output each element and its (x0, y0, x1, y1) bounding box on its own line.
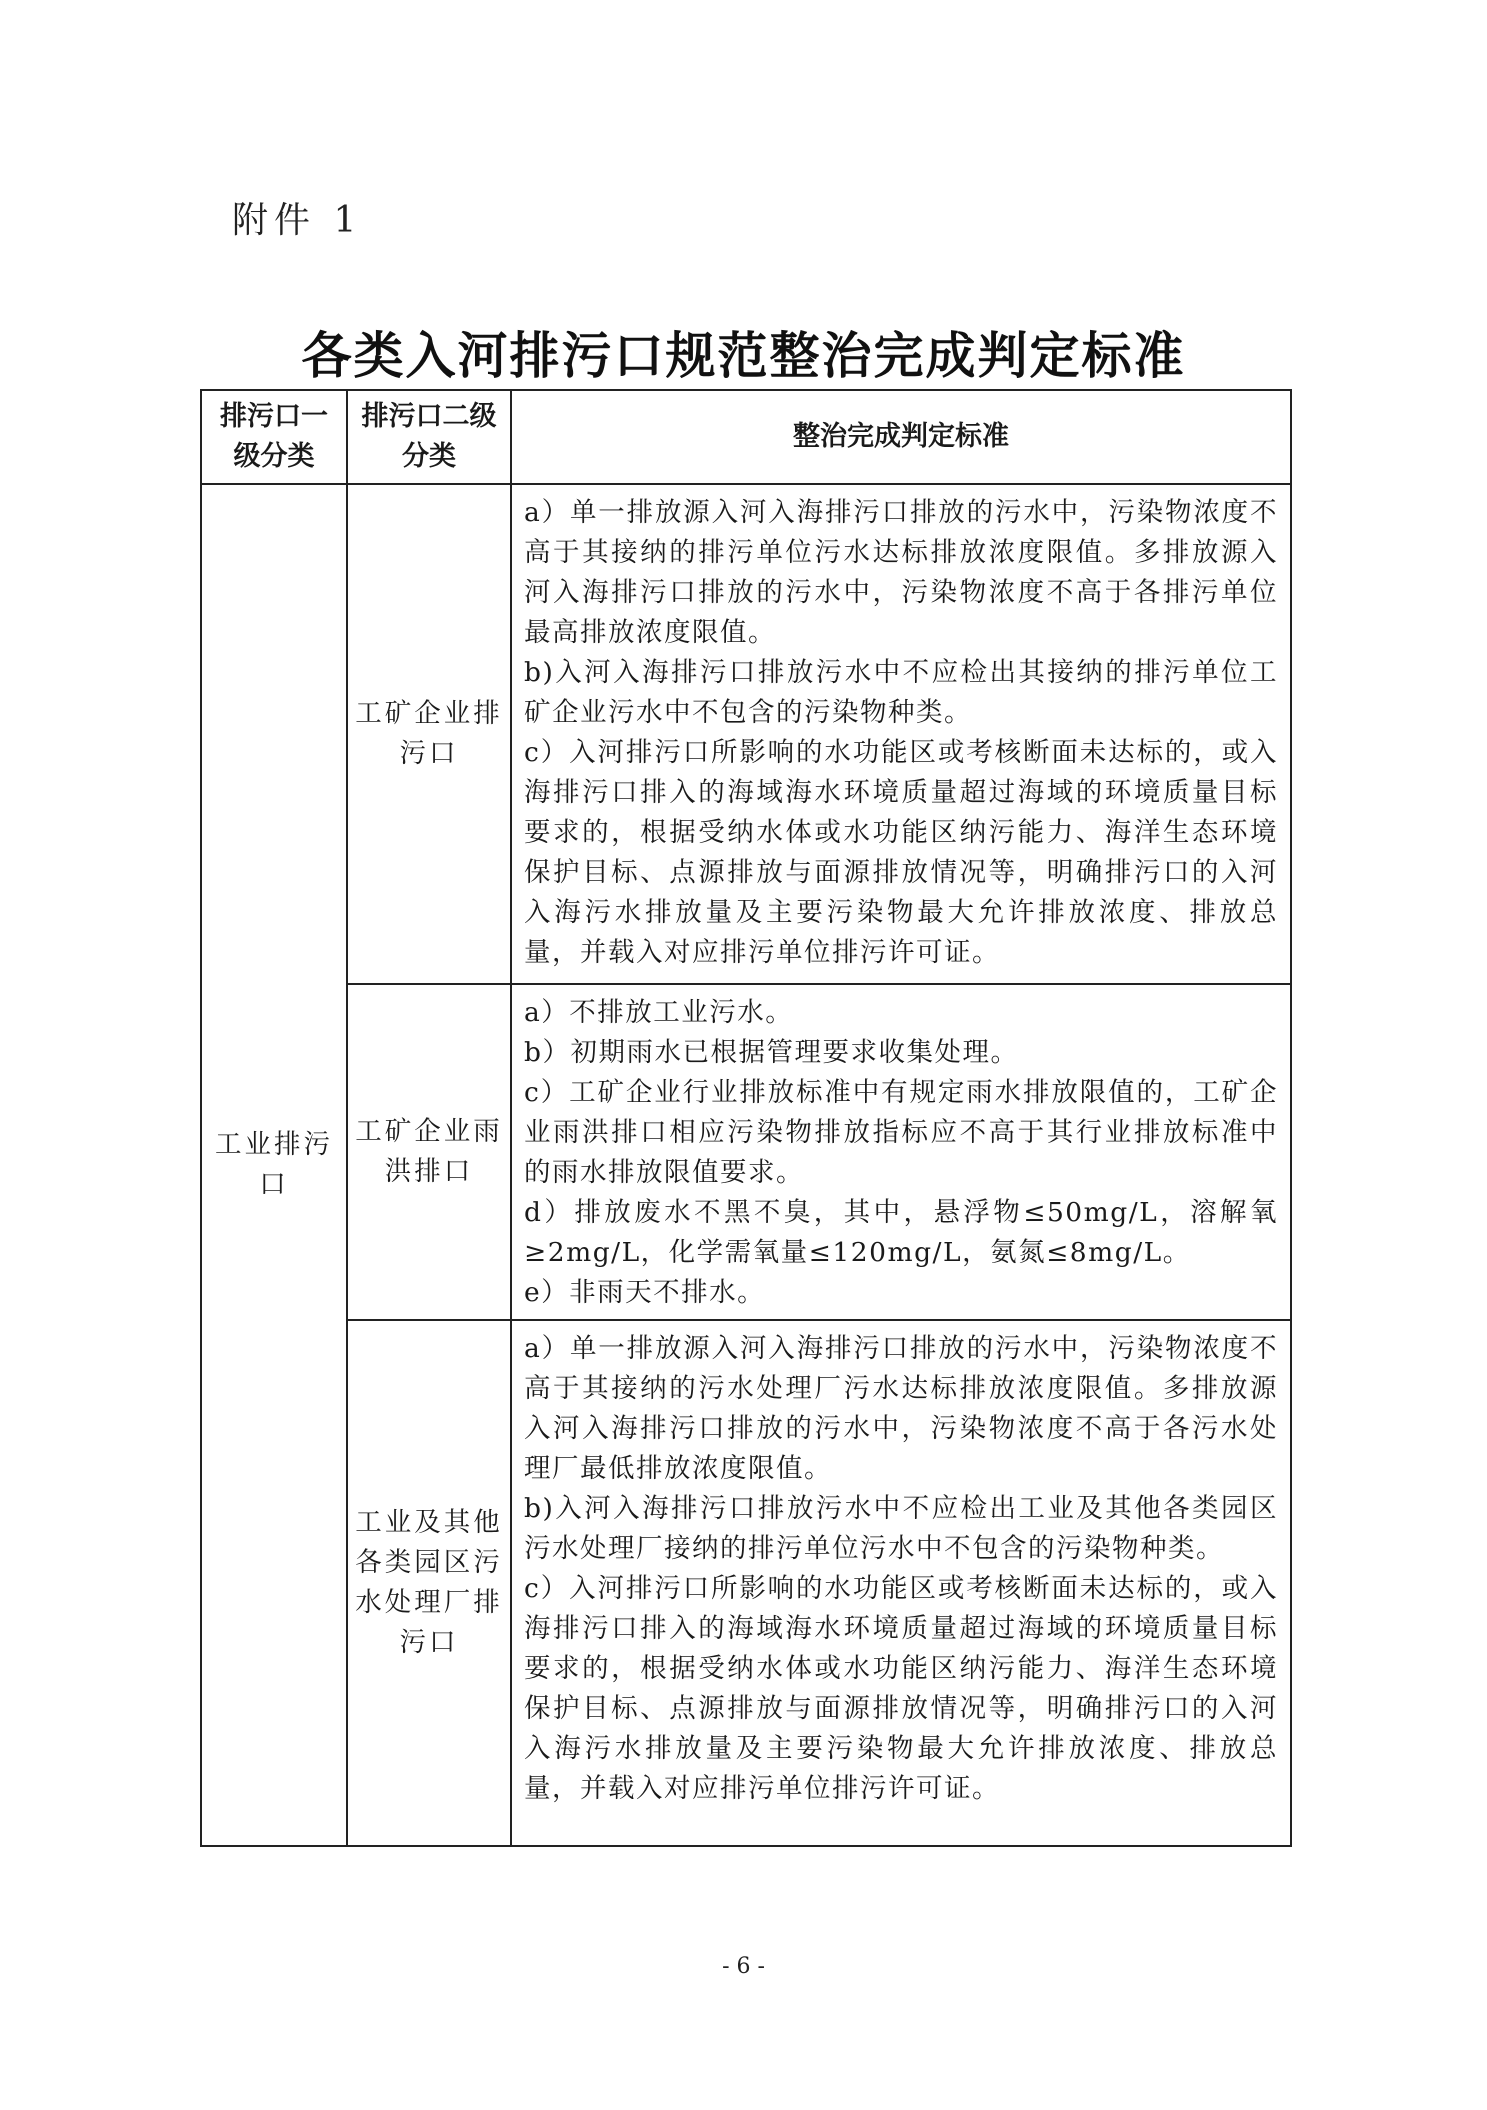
criteria-item: d）排放废水不黑不臭，其中，悬浮物≤50mg/L，溶解氧≥2mg/L，化学需氧量≤120mg/L，氨氮≤8mg/L。 (524, 1197, 1278, 1268)
criteria-item: e）非雨天不排水。 (524, 1277, 766, 1308)
criteria-item: c）入河排污口所影响的水功能区或考核断面未达标的，或入海排污口排入的海域海水环境质量超过海域的环境质量目标要求的，根据受纳水体或水功能区纳污能力、海洋生态环境保护目标、点源排放与面源排放情况等，明确排污口的入河入海污水排放量及主要污染物最大允许排放浓度、排放总量，并载入对应排污单位排污许可证。 (524, 1573, 1278, 1804)
criteria-item: c）工矿企业行业排放标准中有规定雨水排放限值的，工矿企业雨洪排口相应污染物排放指标应不高于其行业排放标准中的雨水排放限值要求。 (524, 1077, 1278, 1188)
page-number: - 6 - (722, 1954, 765, 1979)
header-criteria: 整治完成判定标准 (511, 390, 1291, 484)
table-header-row (201, 390, 1291, 484)
criteria-item: c）入河排污口所影响的水功能区或考核断面未达标的，或入海排污口排入的海域海水环境质量超过海域的环境质量目标要求的，根据受纳水体或水功能区纳污能力、海洋生态环境保护目标、点源排放与面源排放情况等，明确排污口的入河入海污水排放量及主要污染物最大允许排放浓度、排放总量，并载入对应排污单位排污许可证。 (524, 737, 1278, 968)
attachment-label: 附件 1 (232, 200, 363, 241)
level2-category-cell: 工业及其他各类园区污水处理厂排污口 (347, 1320, 511, 1846)
criteria-cell (511, 1320, 1291, 1846)
criteria-item: a）单一排放源入河入海排污口排放的污水中，污染物浓度不高于其接纳的污水处理厂污水达标排放浓度限值。多排放源入河入海排污口排放的污水中，污染物浓度不高于各污水处理厂最低排放浓度限值。 (524, 1333, 1278, 1484)
table-row (201, 984, 1291, 1320)
criteria-item: b）初期雨水已根据管理要求收集处理。 (524, 1037, 1019, 1068)
document-title: 各类入河排污口规范整治完成判定标准 (301, 326, 1186, 385)
table-row (201, 484, 1291, 984)
criteria-item: a）不排放工业污水。 (524, 997, 794, 1028)
criteria-cell (511, 984, 1291, 1320)
criteria-item: b)入河入海排污口排放污水中不应检出工业及其他各类园区污水处理厂接纳的排污单位污水中不包含的污染物种类。 (524, 1493, 1278, 1564)
level2-category-cell: 工矿企业排污口 (347, 484, 511, 984)
criteria-item: b)入河入海排污口排放污水中不应检出其接纳的排污单位工矿企业污水中不包含的污染物种类。 (524, 657, 1278, 728)
level2-category-cell: 工矿企业雨洪排口 (347, 984, 511, 1320)
criteria-cell (511, 484, 1291, 984)
table-row (201, 1320, 1291, 1846)
criteria-table (200, 389, 1292, 1847)
criteria-item: a）单一排放源入河入海排污口排放的污水中，污染物浓度不高于其接纳的排污单位污水达标排放浓度限值。多排放源入河入海排污口排放的污水中，污染物浓度不高于各排污单位最高排放浓度限值。 (524, 497, 1278, 648)
header-level2: 排污口二级分类 (347, 390, 511, 484)
level1-category-cell: 工业排污口 (201, 484, 347, 1846)
header-level1: 排污口一级分类 (201, 390, 347, 484)
